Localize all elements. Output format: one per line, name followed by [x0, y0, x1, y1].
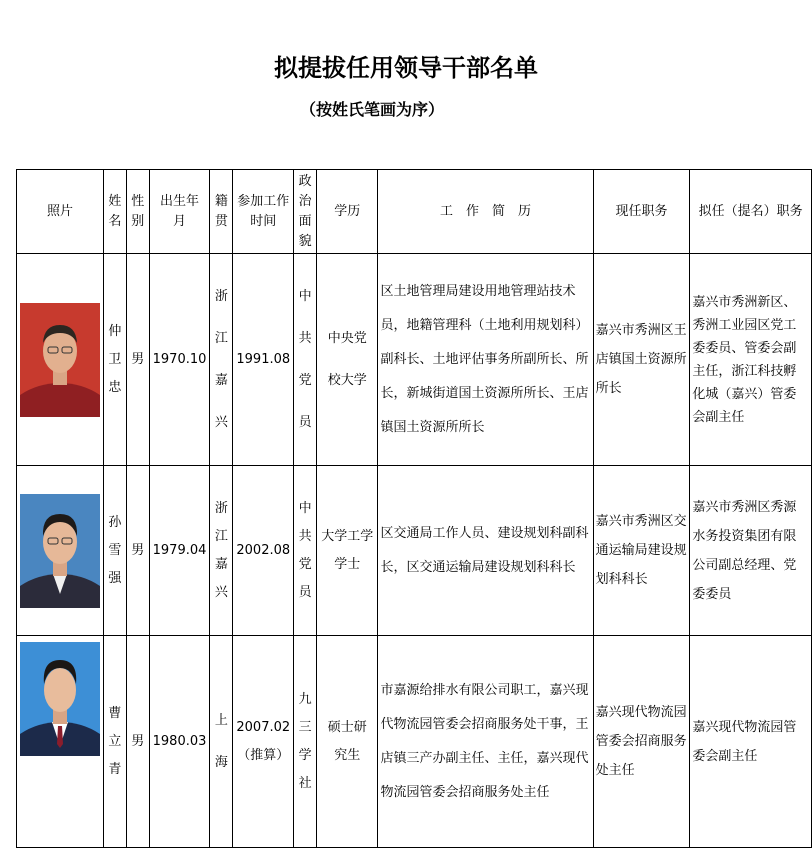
native-cell: 浙江嘉兴: [210, 254, 233, 466]
photo-cell: [17, 466, 104, 636]
current-post-cell: 嘉兴现代物流园管委会招商服务处主任: [593, 636, 690, 848]
work-start-cell: 2007.02（推算）: [233, 636, 294, 848]
table-row: [17, 636, 812, 848]
birth-cell: 1979.04: [149, 466, 210, 636]
party-cell: 九三学社: [294, 636, 317, 848]
cadre-table: [16, 169, 812, 848]
table-row: [17, 254, 812, 466]
gender-cell: 男: [126, 466, 149, 636]
name-cell: 曹立青: [103, 636, 126, 848]
gender-cell: 男: [126, 636, 149, 848]
header-native: 籍贯: [210, 170, 233, 254]
native-cell: 浙江嘉兴: [210, 466, 233, 636]
resume-cell: 区交通局工作人员、建设规划科副科长，区交通运输局建设规划科科长: [378, 466, 593, 636]
proposed-post-cell: 嘉兴市秀洲新区、秀洲工业园区党工委委员、管委会副主任，浙江科技孵化城（嘉兴）管委会副主任: [690, 254, 812, 466]
header-gender: 性别: [126, 170, 149, 254]
work-start-cell: 1991.08: [233, 254, 294, 466]
resume-cell: 区土地管理局建设用地管理站技术员，地籍管理科（土地利用规划科）副科长、土地评估事务所副所长、所长，新城街道国土资源所所长、王店镇国土资源所所长: [378, 254, 593, 466]
birth-cell: 1980.03: [149, 636, 210, 848]
header-resume: 工 作 简 历: [378, 170, 593, 254]
work-start-cell: 2002.08: [233, 466, 294, 636]
birth-cell: 1970.10: [149, 254, 210, 466]
education-cell: 中央党校大学: [317, 254, 378, 466]
header-name: 姓名: [103, 170, 126, 254]
portrait-photo: [20, 494, 100, 608]
education-cell: 硕士研究生: [317, 636, 378, 848]
header-party: 政治面貌: [294, 170, 317, 254]
resume-cell: 市嘉源给排水有限公司职工，嘉兴现代物流园管委会招商服务处干事，王店镇三产办副主任、主任，嘉兴现代物流园管委会招商服务处主任: [378, 636, 593, 848]
page-title: 拟提拔任用领导干部名单: [274, 54, 538, 82]
current-post-cell: 嘉兴市秀洲区交通运输局建设规划科科长: [593, 466, 690, 636]
header-row: [17, 170, 812, 254]
photo-cell: [17, 254, 104, 466]
portrait-photo: [20, 642, 100, 756]
page-subtitle: （按姓氏笔画为序）: [300, 100, 445, 119]
name-cell: 仲卫忠: [103, 254, 126, 466]
name-cell: 孙雪强: [103, 466, 126, 636]
header-current-post: 现任职务: [593, 170, 690, 254]
table-row: [17, 466, 812, 636]
native-cell: 上海: [210, 636, 233, 848]
header-photo: 照片: [17, 170, 104, 254]
header-birth: 出生年月: [149, 170, 210, 254]
photo-cell: [17, 636, 104, 848]
header-education: 学历: [317, 170, 378, 254]
education-cell: 大学工学学士: [317, 466, 378, 636]
proposed-post-cell: 嘉兴市秀洲区秀源水务投资集团有限公司副总经理、党委委员: [690, 466, 812, 636]
party-cell: 中共党员: [294, 254, 317, 466]
header-work-start: 参加工作时间: [233, 170, 294, 254]
portrait-photo: [20, 303, 100, 417]
header-proposed-post: 拟任（提名）职务: [690, 170, 812, 254]
party-cell: 中共党员: [294, 466, 317, 636]
proposed-post-cell: 嘉兴现代物流园管委会副主任: [690, 636, 812, 848]
gender-cell: 男: [126, 254, 149, 466]
current-post-cell: 嘉兴市秀洲区王店镇国土资源所所长: [593, 254, 690, 466]
